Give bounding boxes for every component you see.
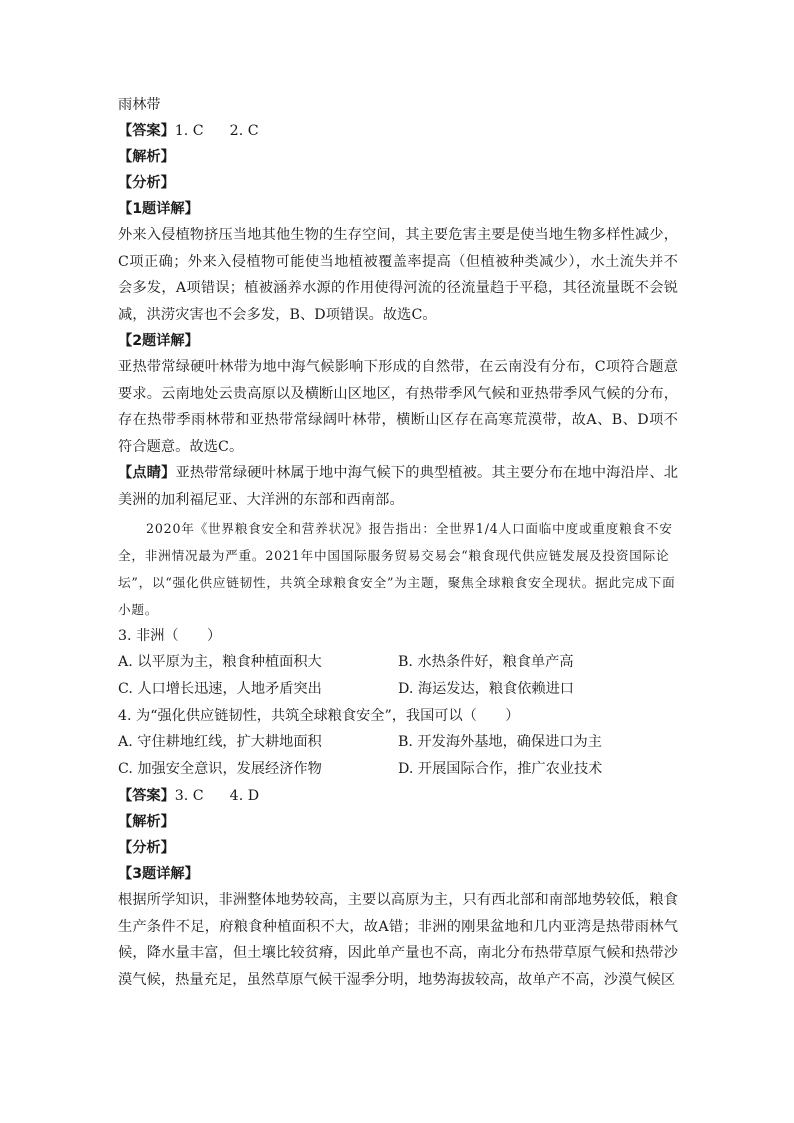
q3-options-row-2 [118,676,678,703]
q3-option-d: D. 海运发达，粮食依赖进口 [398,681,574,697]
q4-option-d: D. 开展国际合作，推广农业技术 [398,761,603,777]
answer-1: 1. C [174,123,204,139]
analysis-tag: 【解析】 [118,149,175,165]
q3-option-a: A. 以平原为主，粮食种植面积大 [118,654,322,670]
fenxi-tag: 【分析】 [118,175,175,191]
answer-3: 3. C [174,788,204,804]
dianjing-text: 亚热带常绿硬叶林属于地中海气候下的典型植被。其主要分布在地中海沿岸、北美洲的加利福尼亚、大洋洲的东部和西南部。 [118,465,678,508]
q4-stem: 4. 为“强化供应链韧性，共筑全球粮食安全”，我国可以（ ） [118,708,520,724]
q3-stem: 3. 非洲（ ） [118,628,222,644]
fenxi-tag-2: 【分析】 [118,840,175,856]
document-page [118,92,678,993]
q4-options-row-2 [118,756,678,783]
q3-option-c: C. 人口增长迅速，人地矛盾突出 [118,681,322,697]
q4-options-row-1 [118,729,678,756]
q3-detail-text: 根据所学知识，非洲整体地势较高，主要以高原为主，只有西北部和南部地势较低，粮食生产条件不足，府粮食种植面积不大，故A错；非洲的刚果盆地和几内亚湾是热带雨林气候，降水量丰富，但土壤比较贫瘠，因此单产量也不高，南北分布热带草原气候和热带沙漠气候，热量充足，虽然草原气候干湿季分明，地势海拔较高，故单产不高，沙漠气候区 [118,892,678,988]
answer-2: 2. C [229,123,259,139]
dianjing-tag: 【点睛】 [118,465,176,481]
analysis-tag-2: 【解析】 [118,814,175,830]
answer-row-2 [118,783,678,809]
q3-options-row-1 [118,649,678,676]
q3-option-b: B. 水热条件好，粮食单产高 [398,654,574,670]
q2-detail-text: 亚热带常绿硬叶林带为地中海气候影响下形成的自然带，在云南没有分布，C项符合题意要求。云南地处云贵高原以及横断山区地区，有热带季风气候和亚热带季风气候的分布，存在热带季雨林带和亚热带常绿阔叶林带，横断山区存在高寒荒漠带，故A、B、D项不符合题意。故选C。 [118,359,678,455]
q4-option-a: A. 守住耕地红线，扩大耕地面积 [118,734,322,750]
answer-row-1 [118,118,678,144]
answer-tag: 【答案】 [118,123,175,139]
answer-tag-2: 【答案】 [118,788,175,804]
q1-detail-text: 外来入侵植物挤压当地其他生物的生存空间，其主要危害主要是使当地生物多样性减少，C项正确；外来入侵植物可能使当地植被覆盖率提高（但植被种类减少），水土流失并不会多发，A项错误；植被涵养水源的作用使得河流的径流量趋于平稳，其径流量既不会锐减，洪涝灾害也不会多发，B、D项错误。故选C。 [118,227,678,323]
q3-detail-tag: 【3题详解】 [118,866,199,882]
reading-passage: 2020年《世界粮食安全和营养状况》报告指出：全世界1/4人口面临中度或重度粮食不安全，非洲情况最为严重。2021年中国国际服务贸易交易会“粮食现代供应链发展及投资国际论坛”，以“强化供应链韧性，共筑全球粮食安全”为主题，聚焦全球粮食安全现状。据此完成下面小题。 [118,521,676,617]
q2-detail-tag: 【2题详解】 [118,333,199,349]
q1-detail-tag: 【1题详解】 [118,201,199,217]
q4-option-c: C. 加强安全意识，发展经济作物 [118,761,322,777]
answer-4: 4. D [229,788,260,804]
q4-option-b: B. 开发海外基地，确保进口为主 [398,734,602,750]
top-line: 雨林带 [118,97,161,113]
dianjing-paragraph [118,460,678,513]
